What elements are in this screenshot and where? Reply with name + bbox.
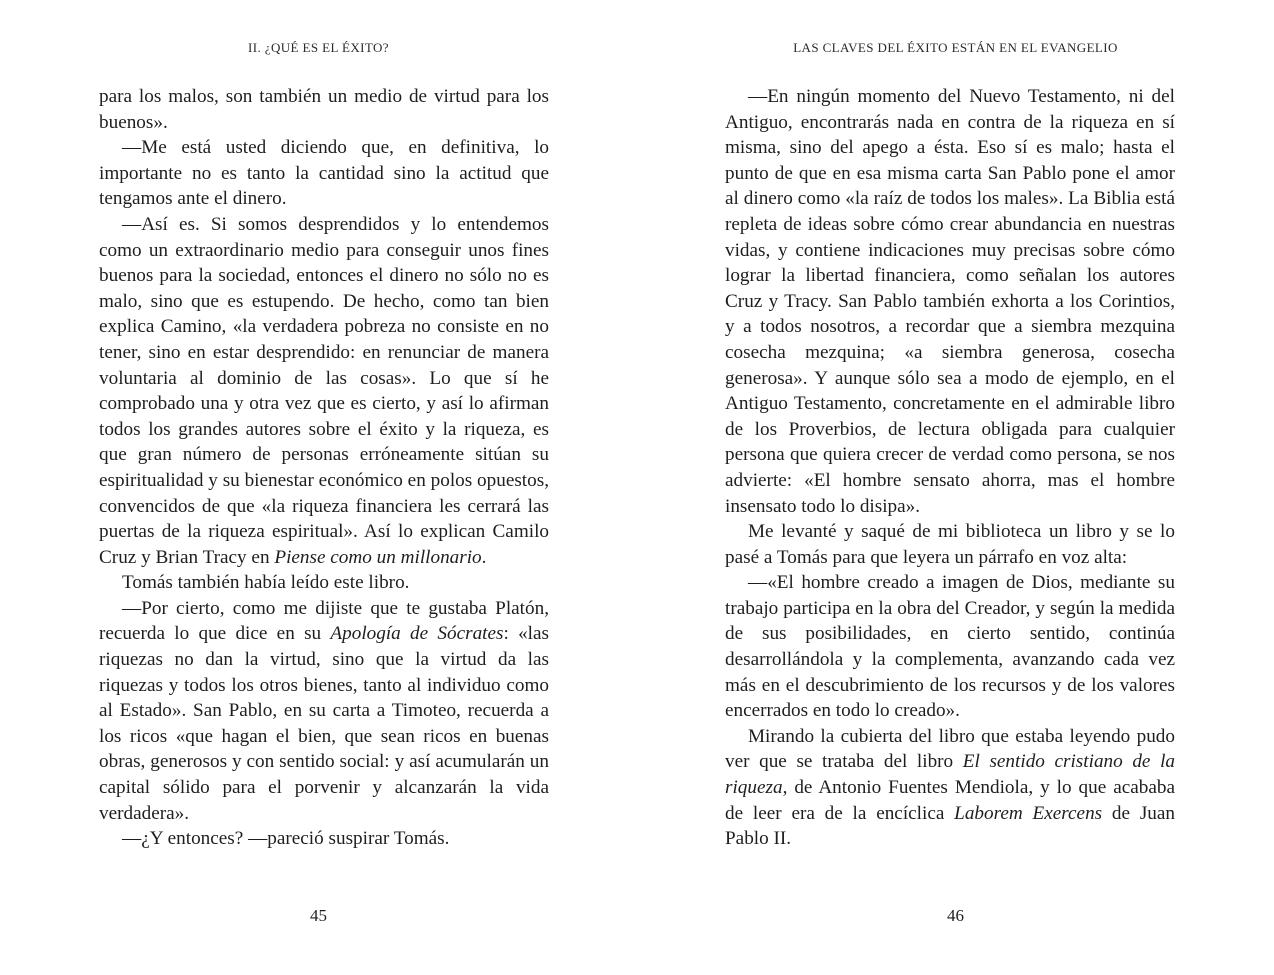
encyclical-title: Laborem Exercens — [954, 802, 1103, 824]
paragraph — [99, 596, 549, 826]
page-number: 46 — [947, 906, 964, 925]
paragraph-text: Mirando la cubierta del libro que estaba leyendo pudo ver que se trataba del libro — [725, 725, 1175, 773]
page-body — [99, 84, 549, 852]
paragraph-text: . — [481, 546, 487, 568]
page-body — [725, 84, 1175, 852]
paragraph — [725, 570, 1175, 724]
paragraph — [99, 570, 549, 596]
paragraph-text: : «las riquezas no dan la virtud, sino que la virtud da las riquezas y todos los otros bienes, tanto al individuo como al Estado». San Pablo, en su carta a Timoteo, recuerda a los ricos «que hagan el bien, que sean ricos en buenas obras, generosos y con sentido social: y así acumularán un capital sólido para el porvenir y alcanzarán la vida verdadera». — [99, 623, 549, 824]
right-page — [637, 0, 1274, 975]
page-number: 45 — [310, 906, 327, 925]
paragraph-text: —¿Y entonces? —pareció suspirar Tomás. — [122, 828, 450, 850]
book-title: Piense como un millonario — [274, 546, 482, 568]
paragraph — [99, 212, 549, 570]
paragraph-text: Me levanté y saqué de mi biblioteca un libro y se lo pasé a Tomás para que leyera un párrafo en voz alta: — [725, 521, 1175, 568]
paragraph-text: —Por cierto, como me dijiste que te gustaba Platón, recuerda lo que dice en su — [99, 597, 549, 645]
book-title: Apología de Sócrates — [330, 623, 504, 645]
paragraph-text: para los malos, son también un medio de virtud para los buenos». — [99, 86, 549, 133]
paragraph-text: de Juan Pablo II. — [725, 802, 1176, 850]
paragraph-text: Tomás también había leído este libro. — [122, 572, 410, 594]
paragraph-text: —En ningún momento del Nuevo Testamento, ni del Antiguo, encontrarás nada en contra de la riqueza en sí misma, sino del apego a ésta. Eso sí es malo; hasta el punto de que en esa misma carta San Pablo pone el amor al dinero como «la raíz de todos los males». La Biblia está repleta de ideas sobre cómo crear abundancia en nuestras vidas, y contiene indicaciones muy precisas sobre cómo lograr la libertad financiera, como señalan los autores Cruz y Tracy. San Pablo también exhorta a los Corintios, y a todos nosotros, a recordar que a siembra mezquina cosecha mezquina; «a siembra generosa, cosecha generosa». Y aunque sólo sea a modo de ejemplo, en el Antiguo Testamento, concretamente en el admirable libro de los Proverbios, de lectura obligada para cualquier persona que quiera crecer de verdad como persona, se nos advierte: «El hombre sensato ahorra, mas el hombre insensato todo lo disipa». — [725, 86, 1175, 517]
paragraph-text: —«El hombre creado a imagen de Dios, mediante su trabajo participa en la obra del Creador, y según la medida de sus posibilidades, en cierto sentido, continúa desarrollándola y la complementa, avanzando cada vez más en el descubrimiento de los recursos y de los valores encerrados en todo lo creado». — [725, 572, 1175, 722]
paragraph-text: , de Antonio Fuentes Mendiola, y lo que acababa de leer era de la encíclica — [725, 777, 1175, 824]
book-title: El sentido cristiano de la riqueza — [725, 751, 1175, 799]
paragraph — [725, 84, 1175, 519]
paragraph — [99, 84, 549, 135]
running-header: II. ¿QUÉ ES EL ÉXITO? — [248, 40, 389, 55]
paragraph — [725, 519, 1175, 570]
paragraph-text: —Así es. Si somos desprendidos y lo entendemos como un extraordinario medio para conseguir unos fines buenos para la sociedad, entonces el dinero no sólo no es malo, sino que es estupendo. De hecho, como tan bien explica Camino, «la verdadera pobreza no consiste en no tener, sino en estar desprendido: en renunciar de manera voluntaria al dominio de las cosas». Lo que sí he comprobado una y otra vez que es cierto, y así lo afirman todos los grandes autores sobre el éxito y la riqueza, es que gran número de personas erróneamente sitúan su espiritualidad y su bienestar económico en polos opuestos, convencidos de que «la riqueza financiera les cerrará las puertas de la riqueza espiritual». Así lo explican Camilo Cruz y Brian Tracy en — [99, 213, 549, 568]
running-header: LAS CLAVES DEL ÉXITO ESTÁN EN EL EVANGELIO — [793, 40, 1118, 55]
paragraph — [725, 724, 1175, 852]
paragraph-text: —Me está usted diciendo que, en definitiva, lo importante no es tanto la cantidad sino la actitud que tengamos ante el dinero. — [99, 137, 549, 210]
paragraph — [99, 826, 549, 852]
paragraph — [99, 135, 549, 212]
